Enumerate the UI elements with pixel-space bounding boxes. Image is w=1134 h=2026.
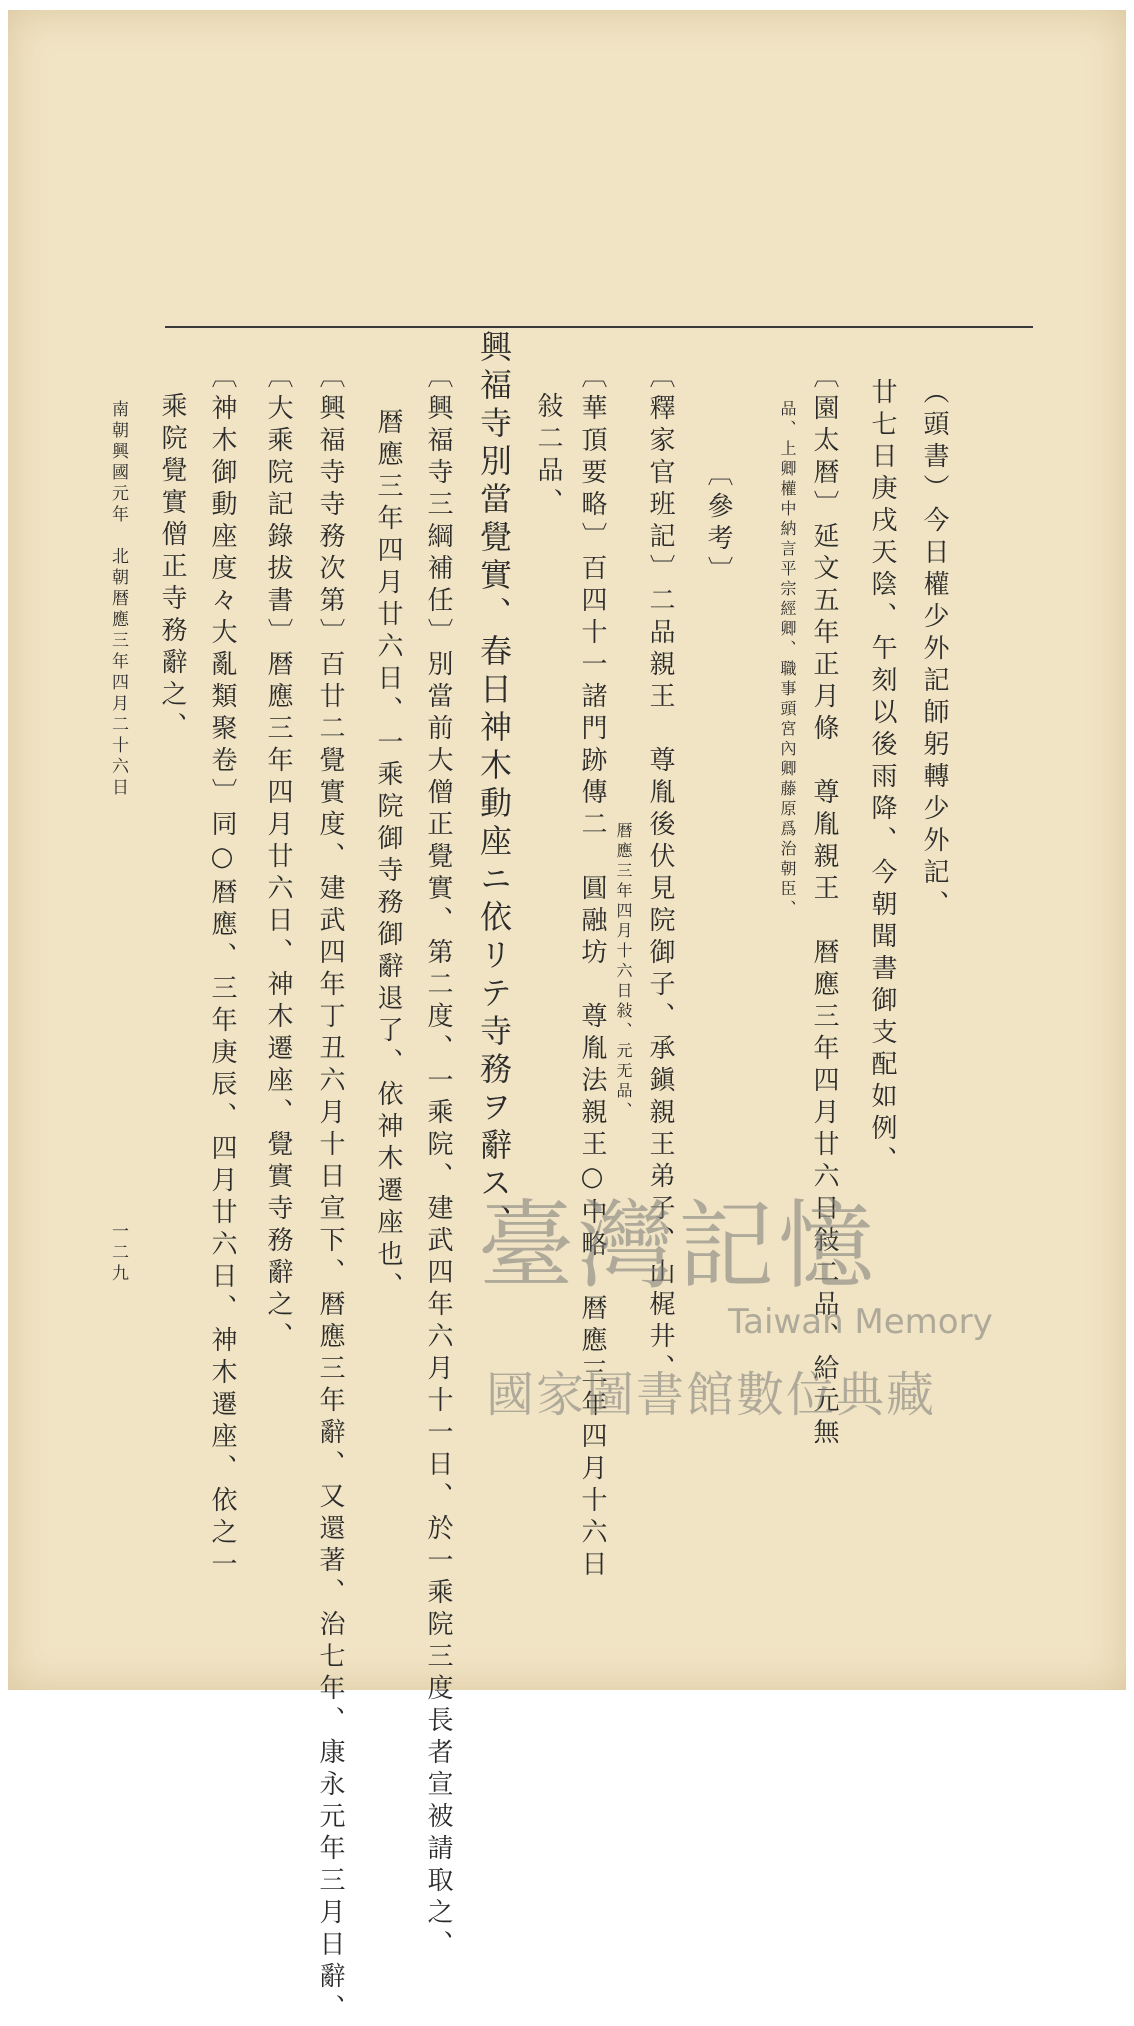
text-line-2: 廿七日庚戌天陰、午刻以後雨降、今朝聞書御支配如例、 bbox=[867, 378, 897, 1178]
running-head: 南朝興國元年 北朝暦應三年四月二十六日 bbox=[108, 400, 128, 799]
text-line-15: 乘院覺實僧正寺務辭之、 bbox=[157, 392, 187, 744]
text-line-12: 〔興福寺寺務次第〕百廿二覺實度、建武四年丁丑六月十日宣下、暦應三年辭、又還著、治七年、康永元年三月日辭、 bbox=[315, 362, 345, 2026]
book-page bbox=[8, 10, 1126, 2026]
text-line-11: 暦應三年四月廿六日、一乘院御寺務御辭退了、依神木遷座也、 bbox=[373, 408, 403, 1304]
text-line-9: 興福寺別當覺實、春日神木動座ニ依リテ寺務ヲ辭ス、 bbox=[475, 330, 513, 1242]
text-line-10: 〔興福寺三綱補任〕別當前大僧正覺實、第二度、一乘院、建武四年六月十一日、於一乘院三度長者宣被請取之、 bbox=[423, 362, 453, 1962]
text-line-4: 品、上卿權中納言平宗經卿、職事頭宮內卿藤原爲治朝臣、 bbox=[778, 400, 797, 920]
text-line-13: 〔大乘院記錄拔書〕暦應三年四月廿六日、神木遷座、覺實寺務辭之、 bbox=[263, 362, 293, 1354]
text-line-14: 〔神木御動座度々大亂類聚卷〕同○暦應、三年庚辰、四月廿六日、神木遷座、依之一 bbox=[207, 362, 237, 1582]
watermark-institution: 國家圖書館數位典藏 bbox=[486, 1367, 937, 1423]
text-line-3: 〔園太暦〕延文五年正月條 尊胤親王 暦應三年四月廿六日敍二品、給元無 bbox=[809, 362, 839, 1450]
watermark-english: Taiwan Memory bbox=[728, 1302, 993, 1342]
watermark-calligraphy: 臺灣記憶 bbox=[478, 1190, 878, 1302]
text-line-6-note: 暦應三年四月十六日敍、元无品、 bbox=[614, 822, 633, 1122]
text-line-5: 〔參考〕 bbox=[703, 460, 733, 588]
header-rule bbox=[165, 326, 1033, 328]
text-line-8: 敍二品、 bbox=[533, 392, 563, 520]
text-line-7: 〔華頂要略〕百四十一諸門跡傳二 圓融坊 尊胤法親王○中略 暦應三年四月十六日 bbox=[577, 362, 607, 1582]
page-number: 一二九 bbox=[108, 1222, 128, 1285]
text-line-6: 〔釋家官班記〕二品親王 尊胤後伏見院御子、承鎭親王弟子、山梶井、 bbox=[645, 362, 675, 1386]
text-line-1: （頭書）今日權少外記師躬轉少外記、 bbox=[919, 378, 949, 922]
